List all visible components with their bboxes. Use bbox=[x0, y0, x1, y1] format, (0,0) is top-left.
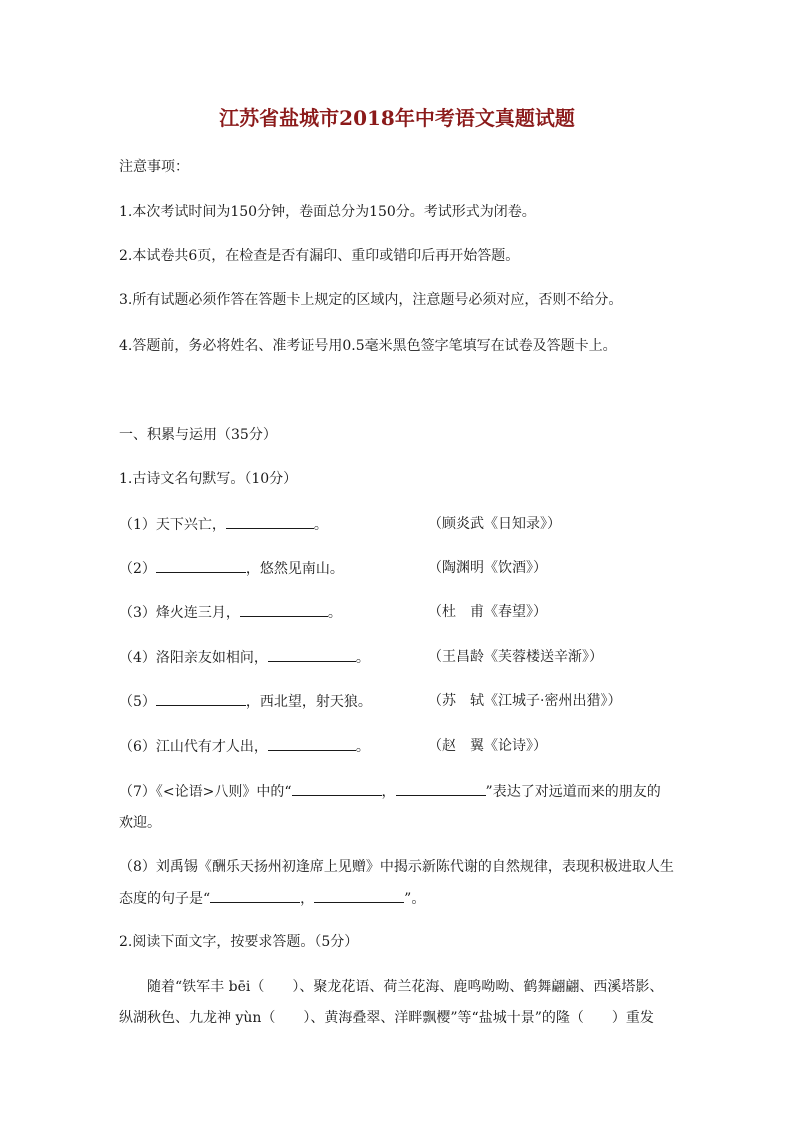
answer-blank[interactable] bbox=[314, 888, 404, 903]
question-2-passage-line-1: 随着“铁军丰 bēi（ ）、聚龙花语、荷兰花海、鹿鸣呦呦、鹤舞翩翩、西溪塔影、 bbox=[147, 979, 664, 995]
question-1-source-3: （杜 甫《春望》） bbox=[428, 604, 547, 620]
answer-blank[interactable] bbox=[210, 888, 300, 903]
question-1-source-1: （顾炎武《日知录》） bbox=[428, 516, 561, 532]
question-2-passage-line-2: 纵湖秋色、九龙神 yùn（ ）、黄海叠翠、洋畔飘樱”等“盐城十景”的隆（ ）重发 bbox=[119, 1010, 654, 1026]
answer-blank[interactable] bbox=[156, 691, 246, 706]
question-1-item-6: （6）江山代有才人出， 。 bbox=[119, 736, 370, 757]
question-1-item-8-cont: 态度的句子是“ ， ”。 bbox=[119, 888, 425, 909]
answer-blank[interactable] bbox=[292, 781, 382, 796]
notice-item-4: 4.答题前，务必将姓名、准考证号用0.5毫米黑色签字笔填写在试卷及答题卡上。 bbox=[119, 338, 617, 354]
notice-heading: 注意事项： bbox=[119, 159, 189, 175]
question-1-item-3: （3）烽火连三月， 。 bbox=[119, 602, 342, 623]
notice-item-1: 1.本次考试时间为150分钟，卷面总分为150分。考试形式为闭卷。 bbox=[119, 204, 536, 220]
answer-blank[interactable] bbox=[240, 602, 328, 617]
question-1-item-5: （5） ，西北望，射天狼。 bbox=[119, 691, 372, 712]
answer-blank[interactable] bbox=[156, 558, 246, 573]
question-1-item-4: （4）洛阳亲友如相问， 。 bbox=[119, 647, 370, 668]
answer-blank[interactable] bbox=[268, 736, 356, 751]
question-1-source-2: （陶渊明《饮酒》） bbox=[428, 560, 547, 576]
notice-item-2: 2.本试卷共6页，在检查是否有漏印、重印或错印后再开始答题。 bbox=[119, 248, 520, 264]
question-1-source-4: （王昌龄《芙蓉楼送辛渐》） bbox=[428, 649, 603, 665]
answer-blank[interactable] bbox=[396, 781, 486, 796]
question-1-source-5: （苏 轼《江城子·密州出猎》） bbox=[428, 693, 622, 709]
answer-blank[interactable] bbox=[226, 514, 314, 529]
question-1-item-2: （2） ，悠然见南山。 bbox=[119, 558, 344, 579]
question-2-heading: 2.阅读下面文字，按要求答题。（5分） bbox=[119, 934, 359, 950]
question-1-item-8: （8）刘禹锡《酬乐天扬州初逢席上见赠》中揭示新陈代谢的自然规律，表现积极进取人生 bbox=[119, 859, 674, 875]
question-1-item-7: （7）《<论语>八则》中的“ ， ”表达了对远道而来的朋友的 bbox=[119, 781, 661, 802]
page-title: 江苏省盐城市2018年中考语文真题试题 bbox=[219, 106, 575, 130]
question-1-source-6: （赵 翼《论诗》） bbox=[428, 738, 547, 754]
question-1-heading: 1.古诗文名句默写。（10分） bbox=[119, 471, 298, 487]
question-1-item-1: （1）天下兴亡， 。 bbox=[119, 514, 328, 535]
answer-blank[interactable] bbox=[268, 647, 356, 662]
section-heading: 一、积累与运用（35分） bbox=[119, 427, 277, 443]
question-1-item-7-cont: 欢迎。 bbox=[119, 815, 161, 831]
notice-item-3: 3.所有试题必须作答在答题卡上规定的区域内，注意题号必须对应，否则不给分。 bbox=[119, 292, 623, 308]
